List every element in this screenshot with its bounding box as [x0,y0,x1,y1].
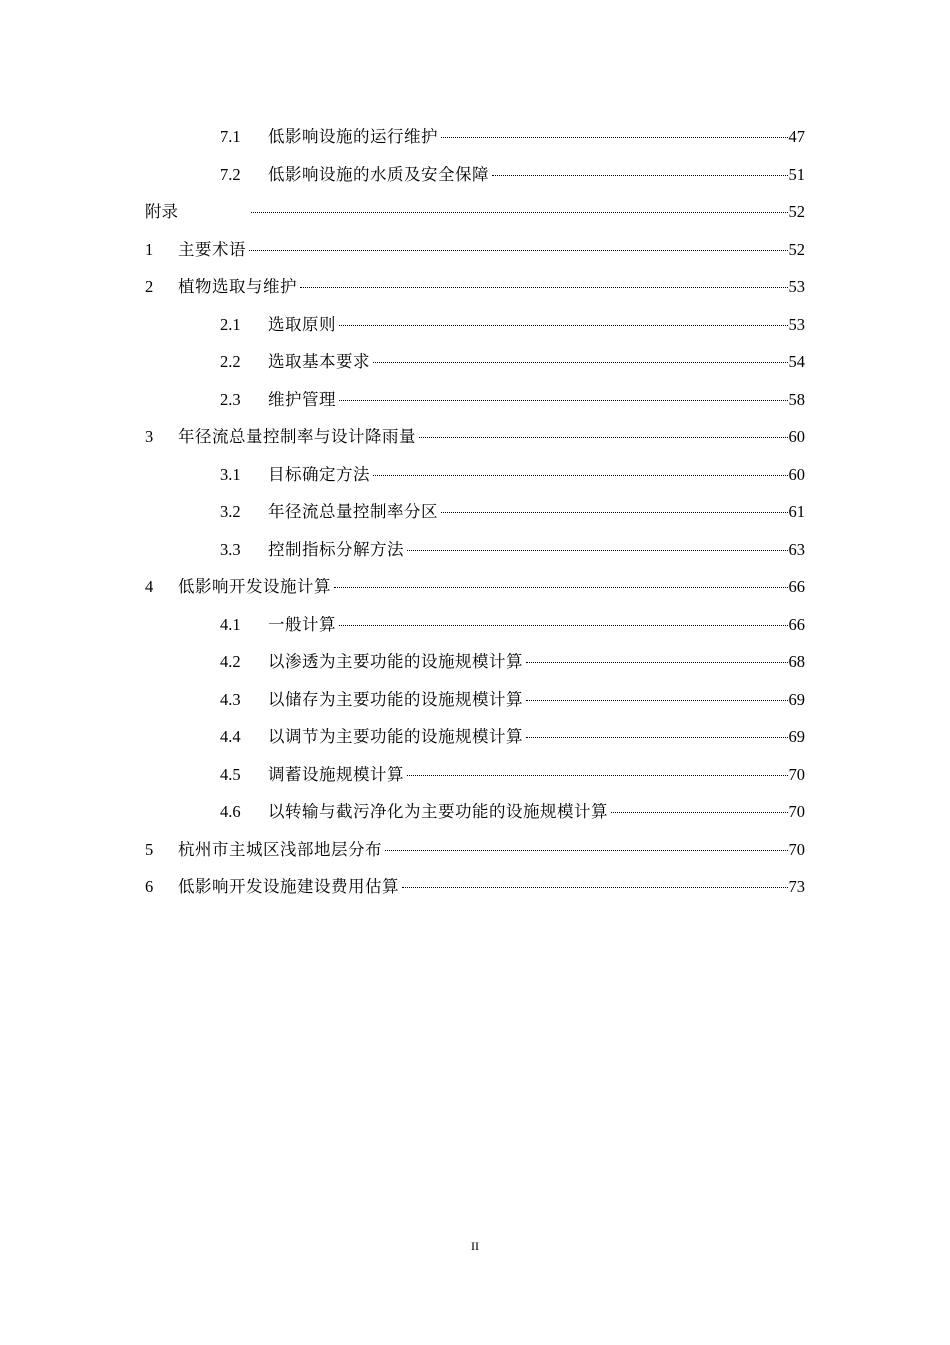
toc-dot-leader [402,887,788,888]
toc-entry-page: 69 [788,727,805,746]
toc-dot-leader [441,137,788,138]
toc-entry-title: 以储存为主要功能的设施规模计算 [268,689,523,709]
toc-entry[interactable] [0,790,950,828]
toc-entry-number: 4.4 [220,727,241,746]
toc-entry[interactable] [0,340,950,378]
toc-entry-number: 4.3 [220,689,241,709]
toc-entry-title: 选取原则 [268,314,336,334]
toc-entry-page: 73 [788,877,805,896]
toc-entry-title: 年径流总量控制率与设计降雨量 [178,427,416,446]
toc-entry-number: 3.2 [220,502,241,521]
toc-entry-number: 2.1 [220,314,241,334]
toc-dot-leader [339,400,788,401]
toc-entry[interactable] [0,415,950,453]
toc-entry-page: 60 [788,464,805,484]
toc-entry-page: 60 [788,427,805,446]
toc-entry-page: 61 [788,502,805,521]
toc-entry[interactable] [0,453,950,491]
toc-dot-leader [300,287,788,288]
toc-dot-leader [339,325,788,326]
toc-entry[interactable] [0,678,950,716]
toc-dot-leader [385,850,788,851]
toc-entry-appendix[interactable] [0,190,950,228]
toc-entry-number: 3.3 [220,539,241,559]
toc-entry[interactable] [0,603,950,641]
toc-entry-number: 7.1 [220,127,241,146]
toc-entry[interactable] [0,528,950,566]
toc-dot-leader [526,662,788,663]
toc-entry-title: 杭州市主城区浅部地层分布 [178,839,382,859]
toc-dot-leader [249,250,788,251]
toc-entry-number: 4.6 [220,802,241,821]
toc-entry-title: 以渗透为主要功能的设施规模计算 [268,652,523,671]
toc-entry-title: 主要术语 [178,239,246,259]
toc-entry-page: 47 [788,127,805,146]
toc-entry-page: 63 [788,539,805,559]
toc-entry-title: 选取基本要求 [268,352,370,371]
toc-entry-page: 69 [788,689,805,709]
toc-entry-title: 控制指标分解方法 [268,539,404,559]
toc-entry-page: 52 [788,239,805,259]
toc-dot-leader [251,212,788,213]
toc-entry-title: 一般计算 [268,614,336,634]
toc-entry-page: 70 [788,802,805,821]
toc-dot-leader [334,587,788,588]
toc-entry-title: 低影响设施的运行维护 [268,127,438,146]
toc-entry-number: 4.5 [220,764,241,784]
toc-entry[interactable] [0,228,950,266]
toc-entry-number: 5 [145,839,154,859]
toc-entry-number: 3 [145,427,154,446]
toc-dot-leader [339,625,788,626]
toc-entry-title: 低影响设施的水质及安全保障 [268,164,489,184]
toc-entry-title: 低影响开发设施建设费用估算 [178,877,399,896]
toc-entry-number: 4 [145,577,154,596]
toc-entry-title: 维护管理 [268,389,336,409]
toc-dot-leader [419,437,788,438]
toc-entry-number: 附录 [145,202,178,221]
toc-entry-title: 以转输与截污净化为主要功能的设施规模计算 [268,802,608,821]
toc-entry-number: 2.3 [220,389,241,409]
toc-entry-title: 调蓄设施规模计算 [268,764,404,784]
toc-entry-number: 2 [145,277,154,296]
toc-entry[interactable] [0,265,950,303]
toc-entry-page: 52 [788,202,805,221]
toc-entry[interactable] [0,865,950,903]
toc-entry[interactable] [0,640,950,678]
toc-entry-page: 66 [788,577,805,596]
toc-entry-page: 53 [788,277,805,296]
toc-entry-page: 54 [788,352,805,371]
toc-entry[interactable] [0,828,950,866]
toc-entry-number: 4.2 [220,652,241,671]
toc-entry-page: 51 [788,164,805,184]
toc-entry-number: 2.2 [220,352,241,371]
toc-dot-leader [373,475,788,476]
toc-dot-leader [611,812,788,813]
toc-entry-page: 70 [788,764,805,784]
toc-entry-number: 4.1 [220,614,241,634]
toc-entry[interactable] [0,153,950,191]
toc-entry-number: 7.2 [220,164,241,184]
toc-entry-title: 以调节为主要功能的设施规模计算 [268,727,523,746]
toc-dot-leader [407,775,788,776]
toc-dot-leader [526,700,788,701]
toc-entry-title: 植物选取与维护 [178,277,297,296]
toc-dot-leader [526,737,788,738]
toc-entry-title: 目标确定方法 [268,464,370,484]
toc-entry[interactable] [0,715,950,753]
toc-entry-number: 1 [145,239,154,259]
toc-dot-leader [407,550,788,551]
toc-entry[interactable] [0,490,950,528]
table-of-contents [0,115,950,903]
page-number: II [471,1239,479,1253]
toc-entry-page: 66 [788,614,805,634]
toc-entry-page: 53 [788,314,805,334]
toc-entry-number: 6 [145,877,154,896]
toc-entry-page: 68 [788,652,805,671]
toc-entry-page: 58 [788,389,805,409]
toc-dot-leader [373,362,788,363]
toc-entry[interactable] [0,378,950,416]
toc-entry-page: 70 [788,839,805,859]
toc-entry-title: 年径流总量控制率分区 [268,502,438,521]
toc-dot-leader [441,512,788,513]
toc-entry[interactable] [0,303,950,341]
toc-entry[interactable] [0,565,950,603]
toc-dot-leader [492,175,788,176]
toc-entry-number: 3.1 [220,464,241,484]
toc-entry[interactable] [0,753,950,791]
toc-entry[interactable] [0,115,950,153]
toc-entry-title: 低影响开发设施计算 [178,577,331,596]
